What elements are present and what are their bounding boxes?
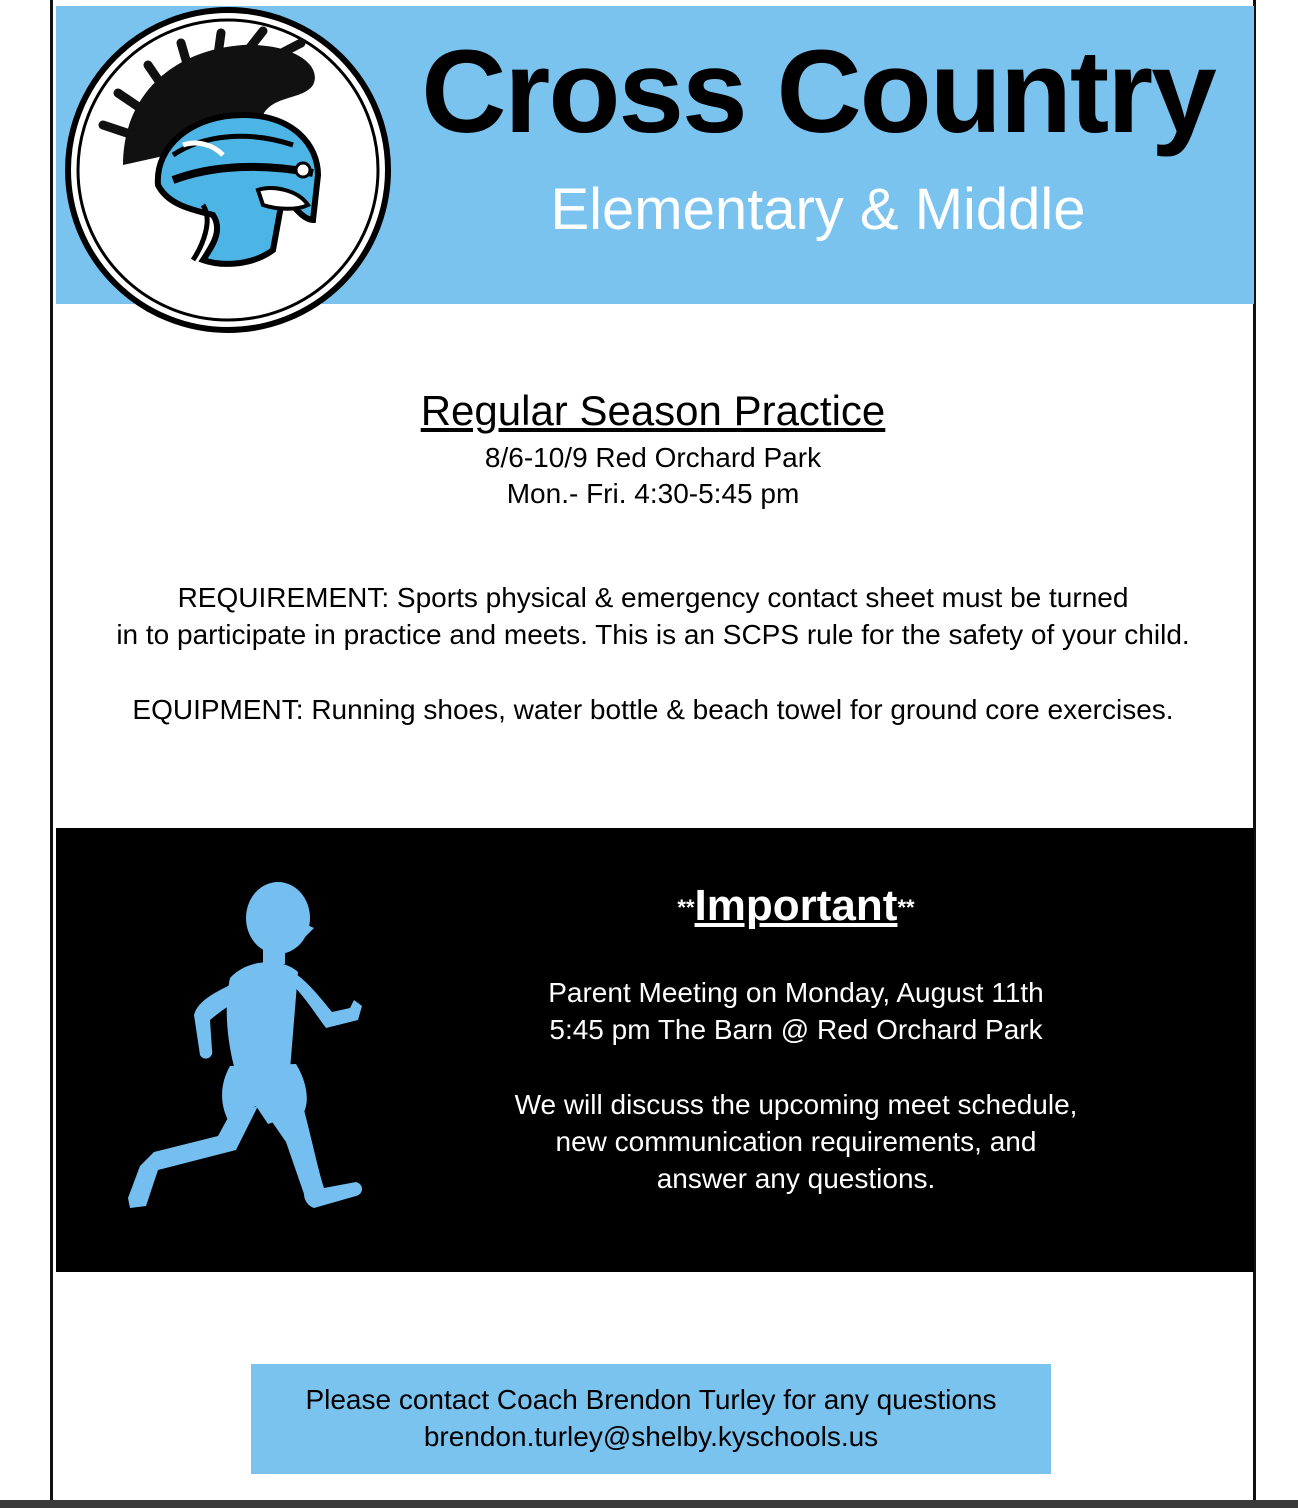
practice-heading: Regular Season Practice [420, 387, 886, 434]
running-child-icon [118, 880, 378, 1215]
discuss-line-3: answer any questions. [656, 1163, 936, 1194]
important-stars-right: ** [897, 895, 915, 921]
discuss-line-1: We will discuss the upcoming meet schedule, [514, 1089, 1078, 1120]
practice-times: Mon.- Fri. 4:30-5:45 pm [506, 478, 800, 509]
contact-box [251, 1364, 1051, 1474]
equipment-text: EQUIPMENT: Running shoes, water bottle & beach towel for ground core exercises. [132, 694, 1174, 725]
requirement-line-2: in to participate in practice and meets. This is an SCPS rule for the safety of your child. [116, 619, 1190, 650]
discuss-line-2: new communication requirements, and [555, 1126, 1037, 1157]
page-subtitle: Elementary & Middle [550, 177, 1086, 242]
meeting-line-2: 5:45 pm The Barn @ Red Orchard Park [549, 1014, 1043, 1045]
flyer-page [50, 0, 1256, 1508]
contact-line: Please contact Coach Brendon Turley for any questions [305, 1384, 997, 1415]
requirement-line-1: REQUIREMENT: Sports physical & emergency contact sheet must be turned [177, 582, 1129, 613]
important-stars-left: ** [677, 895, 695, 921]
practice-dates: 8/6-10/9 Red Orchard Park [484, 442, 822, 473]
important-word: Important [694, 881, 898, 930]
important-heading [456, 880, 1136, 933]
contact-email[interactable]: brendon.turley@shelby.kyschools.us [423, 1421, 879, 1452]
page-title: Cross Country [421, 26, 1215, 158]
page-bottom-edge [0, 1500, 1298, 1508]
important-section [56, 828, 1254, 1272]
spartan-helmet-icon [63, 5, 393, 335]
meeting-line-1: Parent Meeting on Monday, August 11th [548, 977, 1044, 1008]
